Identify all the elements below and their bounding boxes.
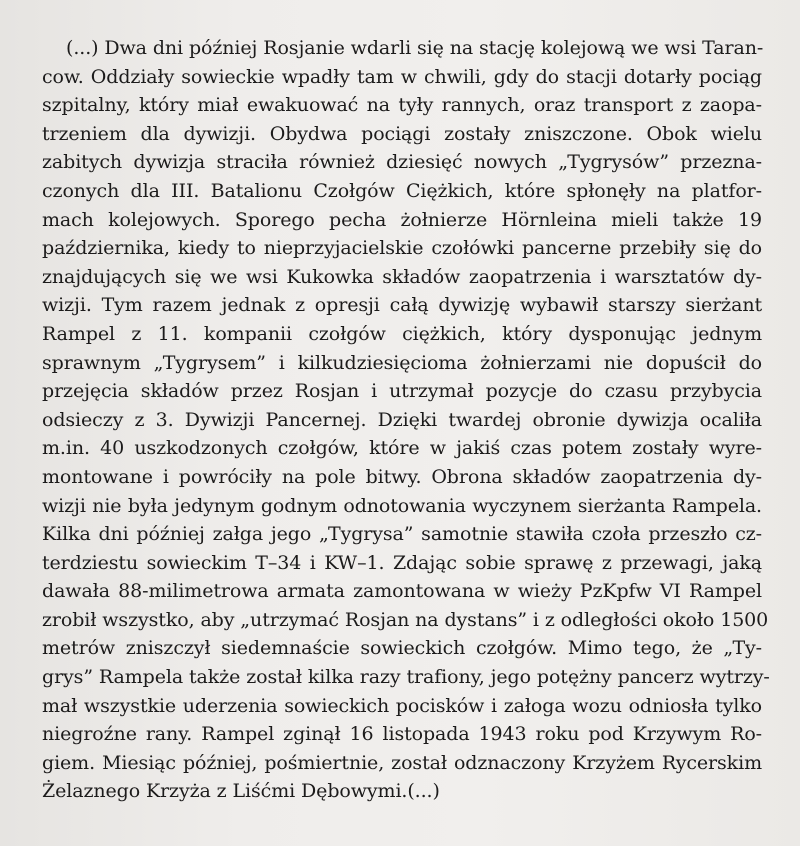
text-line: trzeniem dla dywizji. Obydwa pociągi zostały zniszczone. Obok wielu xyxy=(42,122,762,145)
text-line: sprawnym „Tygrysem” i kilkudziesięcioma żołnierzami nie dopuścił do xyxy=(42,351,762,374)
text-line: dawała 88-milimetrowa armata zamontowana w wieży PzKpfw VI Rampel xyxy=(42,580,762,603)
text-line: metrów zniszczył siedemnaście sowieckich czołgów. Mimo tego, że „Ty- xyxy=(42,637,762,660)
text-line: mał wszystkie uderzenia sowieckich pocisków i załoga wozu odniosła tylko xyxy=(42,694,762,717)
text-line: szpitalny, który miał ewakuować na tyły rannych, oraz transport z zaopa- xyxy=(42,94,762,117)
text-line: m.in. 40 uszkodzonych czołgów, które w jakiś czas potem zostały wyre- xyxy=(42,437,762,460)
text-line: grys” Rampela także został kilka razy trafiony, jego potężny pancerz wytrzy- xyxy=(42,666,770,689)
text-line: zabitych dywizja straciła również dziesięć nowych „Tygrysów” przezna- xyxy=(42,151,762,174)
text-line: (...) Dwa dni później Rosjanie wdarli się na stację kolejową we wsi Taran- xyxy=(66,37,764,59)
text-line: Kilka dni później załga jego „Tygrysa” samotnie stawiła czoła przeszło cz- xyxy=(42,523,762,546)
text-line: montowane i powróciły na pole bitwy. Obrona składów zaopatrzenia dy- xyxy=(42,465,762,488)
text-line: przejęcia składów przez Rosjan i utrzymał pozycje do czasu przybycia xyxy=(42,380,762,403)
text-line: wizji nie była jedynym godnym odnotowania wyczynem sierżanta Rampela. xyxy=(42,494,762,517)
text-line: wizji. Tym razem jednak z opresji całą dywizję wybawił starszy sierżant xyxy=(42,294,762,317)
text-line: Rampel z 11. kompanii czołgów ciężkich, który dysponując jednym xyxy=(42,322,762,345)
text-line: giem. Miesiąc później, pośmiertnie, został odznaczony Krzyżem Rycerskim xyxy=(42,751,762,774)
text-line: mach kolejowych. Sporego pecha żołnierze Hörnleina mieli także 19 xyxy=(42,208,762,231)
text-line: odsieczy z 3. Dywizji Pancernej. Dzięki twardej obronie dywizja ocaliła xyxy=(42,408,762,431)
text-line: zrobił wszystko, aby „utrzymać Rosjan na dystans” i z odległości około 1500 xyxy=(42,608,769,631)
text-line: znajdujących się we wsi Kukowka składów zaopatrzenia i warsztatów dy- xyxy=(42,265,762,288)
text-line: niegroźne rany. Rampel zginął 16 listopada 1943 roku pod Krzywym Ro- xyxy=(42,723,762,746)
text-line: cow. Oddziały sowieckie wpadły tam w chwili, gdy do stacji dotarły pociąg xyxy=(42,65,762,88)
text-line: terdziestu sowieckim T–34 i KW–1. Zdając sobie sprawę z przewagi, jaką xyxy=(42,551,762,574)
text-line: października, kiedy to nieprzyjacielskie czołówki pancerne przebiły się do xyxy=(42,237,762,260)
text-line: czonych dla III. Batalionu Czołgów Ciężkich, które spłonęły na platfor- xyxy=(42,179,762,202)
text-line: Żelaznego Krzyża z Liśćmi Dębowymi.(...) xyxy=(42,780,440,803)
text-passage xyxy=(42,34,770,806)
